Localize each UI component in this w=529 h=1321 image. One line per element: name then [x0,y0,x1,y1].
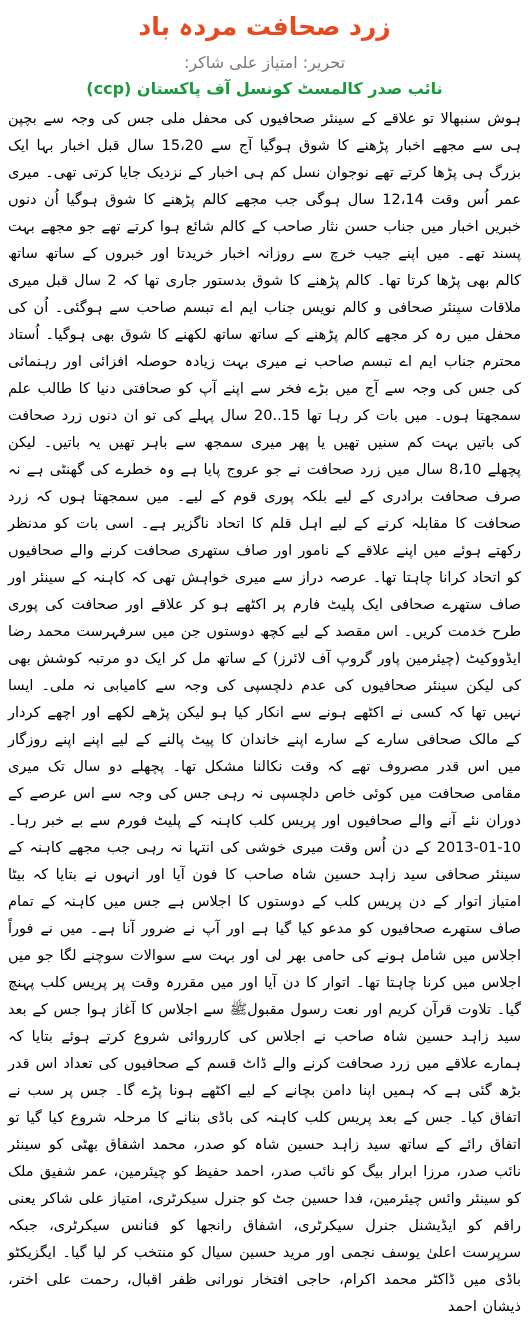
article-byline: تحریر: امتیاز علی شاکر: [183,53,346,72]
author-designation: نائب صدر کالمسٹ کونسل آف پاکستان (ccp) [86,79,443,98]
article-title: زرد صحافت مردہ باد [138,12,391,41]
article-body: ہوش سنبھالا تو علاقے کے سینئر صحافیوں کی محفل ملی جس کی وجہ سے بچپن ہی سے مجھے اخبار پڑھنے کا شوق ہوگیا آج سے 15،20 سال قبل اخبار بہا ایک بزرگ ہی پڑھا کرتے تھے نوجوان نسل کم ہی اخبار کے نزدیک جایا کرتی تھی۔ میری عمر اُس وقت 12،14 سال ہوگی جب مجھے کالم پڑھنے کا شوق ہوگیا اُن دنوں خبریں اخبار میں جناب حسن نثار صاحب کے کالم شائع ہوا کرتے تھے جو مجھے بہت پسند تھے۔ میں اپنے جیب خرچ سے روزانہ اخبار خریدتا اور خبروں کے ساتھ ساتھ کالم بھی پڑھا کرتا تھا۔ کالم پڑھنے کا شوق بدستور جاری تھا کہ 2 سال قبل میری ملاقات سینئر صحافی و کالم نویس جناب ایم اے تبسم صاحب سے ہوگئی۔ اُن کی محفل میں رہ کر مجھے کالم پڑھنے کے ساتھ ساتھ لکھنے کا شوق بھی ہوگیا۔ اُستاد محترم جناب ایم اے تبسم صاحب نے میری بہت زیادہ حوصلہ افزائی اور رہنمائی کی جس کی وجہ سے آج میں بڑے فخر سے اپنے آپ کو صحافتی دنیا کا طالب علم سمجھتا ہوں۔ میں بات کر رہا تھا 15..20 سال پہلے کی تو ان دنوں زرد صحافت کی باتیں بہت کم سنیں تھیں یا پھر میری سمجھ سے باہر تھیں یہ باتیں۔ لیکن پچھلے 8،10 سال میں زرد صحافت نے جو عروج پایا ہے وہ خطرے کی گھنٹی ہے نہ صرف صحافت برادری کے لیے بلکہ پوری قوم کے لیے۔ میں سمجھتا ہوں کہ زرد صحافت کا مقابلہ کرنے کے لیے اہل قلم کا اتحاد ناگزیر ہے۔ اسی بات کو مدنظر رکھتے ہوئے میں اپنے علاقے کے نامور اور صاف ستھری صحافت کرنے والے صحافیوں کو اتحاد کرانا چاہتا تھا۔ عرصہ دراز سے میری خواہش تھی کہ کاہنہ کے سینئر اور صاف ستھرے صحافی ایک پلیٹ فارم پر اکٹھے ہو کر علاقے اور صحافت کی پوری طرح خدمت کریں۔ اس مقصد کے لیے کچھ دوستوں جن میں سرفہرست محمد رضا ایڈووکیٹ (چیئرمین پاور گروپ آف لائرز) کے ساتھ مل کر ایک دو مرتبہ کوشش بھی کی لیکن سینئر صحافیوں کی عدم دلچسپی کی وجہ سے کامیابی نہ ملی۔ ایسا نہیں تھا کہ کسی نے اکٹھے ہونے سے انکار کیا ہو لیکن پڑھے لکھے اور اچھے کردار کے مالک صحافی سارے کے سارے اپنے خاندان کا پیٹ پالنے کے لیے اپنے اپنے روزگار میں اس قدر مصروف تھے کہ وقت نکالنا مشکل تھا۔ پچھلے دو سال تک میری مقامی صحافت میں کوئی خاص دلچسپی نہ رہی جس کی وجہ سے اس عرصے کے دوران نئے آنے والے صحافیوں اور پریس کلب کاہنہ کے پلیٹ فورم سے بے خبر رہا۔ 10-01-2013 کے دن اُس وقت میری خوشی کی انتہا نہ رہی جب مجھے کاہنہ کے سینئر صحافی سید زاہد حسین شاہ صاحب کا فون آیا اور انہوں نے بتایا کہ بیٹا امتیاز اتوار کے دن پریس کلب کے دوستوں کا اجلاس ہے جس میں کاہنہ کے تمام صاف ستھرے صحافیوں کو مدعو کیا گیا ہے اور آپ نے ضرور آنا ہے۔ میں نے فوراً اجلاس میں شامل ہونے کی حامی بھر لی اور بہت سے سوالات سوچنے لگا جو میں اجلاس میں کرنا چاہتا تھا۔ اتوار کا دن آیا اور میں مقررہ وقت پر پریس کلب پہنچ گیا۔ تلاوت قرآن کریم اور نعت رسول مقبولﷺ سے اجلاس کا آغاز ہوا جس کے بعد سید زاہد حسین شاہ صاحب نے اجلاس کی کارروائی شروع کرتے ہوئے بتایا کہ ہمارے علاقے میں زرد صحافت کرنے والے ڈاٹ قسم کے صحافیوں کی تعداد اس قدر بڑھ گئی ہے کہ ہمیں اپنا دامن بچانے کے لیے اکٹھے ہونا پڑے گا۔ جس پر سب نے اتفاق کیا۔ جس کے بعد پریس کلب کاہنہ کی باڈی بنانے کا مرحلہ شروع کیا گیا تو اتفاق رائے کے ساتھ سید زاہد حسین شاہ کو صدر، محمد اشفاق بھٹی کو سینئر نائب صدر، مرزا ابرار بیگ کو نائب صدر، احمد حفیظ کو چیئرمین، عمر شفیق ملک کو سینئر وائس چیئرمین، فدا حسین جٹ کو جنرل سیکرٹری، امتیاز علی شاکر یعنی راقم کو ایڈیشنل جنرل سیکرٹری، اشفاق رانجھا کو فنانس سیکرٹری، جبکہ سرپرست اعلیٰ یوسف نجمی اور مرید حسین سیال کو منتخب کر لیا گیا۔ ایگزیکٹو باڈی میں ڈاکٹر محمد اکرام، حاجی افتخار نورانی ظفر اقبال، رحمت علی اختر، ذیشان احمد [8,111,522,1315]
